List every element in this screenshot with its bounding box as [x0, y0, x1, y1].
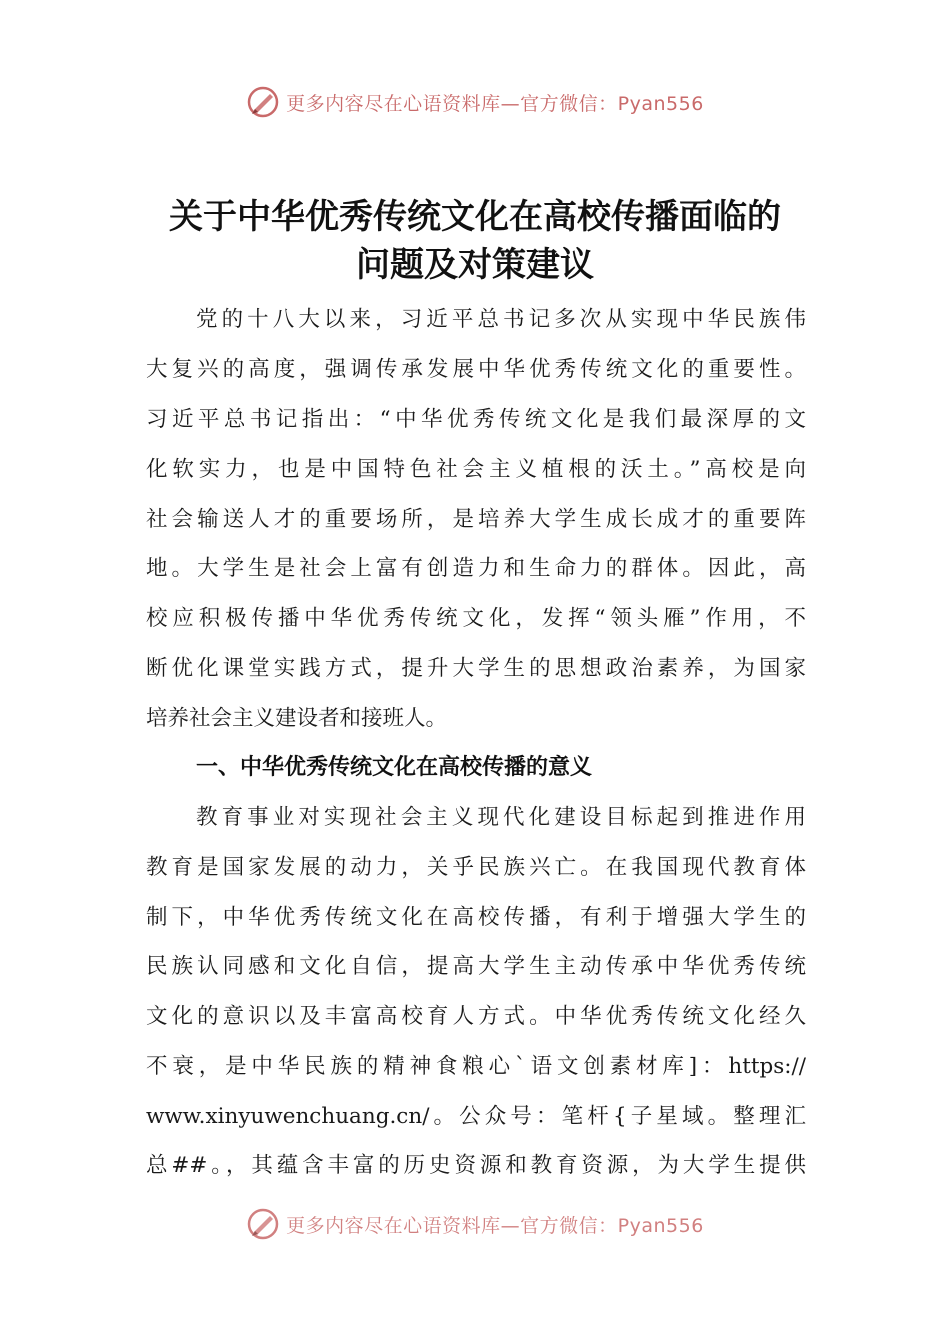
paragraph-line: 总##。，其蕴含丰富的历史资源和教育资源，为大学生提供 [146, 1153, 806, 1178]
paragraph-line: 文化的意识以及丰富高校育人方式。中华优秀传统文化经久 [146, 1004, 806, 1029]
paragraph-line: 制下，中华优秀传统文化在高校传播，有利于增强大学生的 [146, 905, 806, 930]
paragraph-line: 培养社会主义建设者和接班人。 [146, 706, 448, 731]
paragraph-line: 化软实力，也是中国特色社会主义植根的沃土。”高校是向 [146, 457, 806, 482]
document-title-line-2: 问题及对策建议 [356, 245, 594, 285]
paragraph-line: 教育事业对实现社会主义现代化建设目标起到推进作用 [196, 805, 806, 830]
watermark-text: 更多内容尽在心语资料库—官方微信：Pyan556 [286, 1214, 704, 1237]
paragraph-line: 校应积极传播中华优秀传统文化，发挥“领头雁”作用，不 [146, 606, 806, 631]
paragraph-line: 习近平总书记指出：“中华优秀传统文化是我们最深厚的文 [146, 407, 806, 432]
pen-logo-icon [246, 85, 280, 119]
watermark-banner-bottom [0, 1204, 950, 1244]
watermark-banner-top [0, 82, 950, 122]
paragraph-line: 社会输送人才的重要场所，是培养大学生成长成才的重要阵 [146, 507, 806, 532]
paragraph-line: 教育是国家发展的动力，关乎民族兴亡。在我国现代教育体 [146, 855, 806, 880]
paragraph-line: 民族认同感和文化自信，提高大学生主动传承中华优秀传统 [146, 954, 806, 979]
paragraph-line: www.xinyuwenchuang.cn/。公众号：笔杆{子星域。整理汇 [146, 1104, 806, 1129]
pen-logo-icon [246, 1207, 280, 1241]
paragraph-line: 党的十八大以来，习近平总书记多次从实现中华民族伟 [196, 307, 806, 332]
watermark-text: 更多内容尽在心语资料库—官方微信：Pyan556 [286, 92, 704, 115]
paragraph-line: 大复兴的高度，强调传承发展中华优秀传统文化的重要性。 [146, 357, 806, 382]
paragraph-line: 断优化课堂实践方式，提升大学生的思想政治素养，为国家 [146, 656, 806, 681]
document-title-line-1: 关于中华优秀传统文化在高校传播面临的 [169, 197, 781, 237]
section-heading: 一、中华优秀传统文化在高校传播的意义 [196, 755, 593, 780]
paragraph-line: 地。大学生是社会上富有创造力和生命力的群体。因此，高 [146, 556, 806, 581]
paragraph-line: 不衰，是中华民族的精神食粮心`语文创素材库]：https:// [146, 1054, 806, 1079]
